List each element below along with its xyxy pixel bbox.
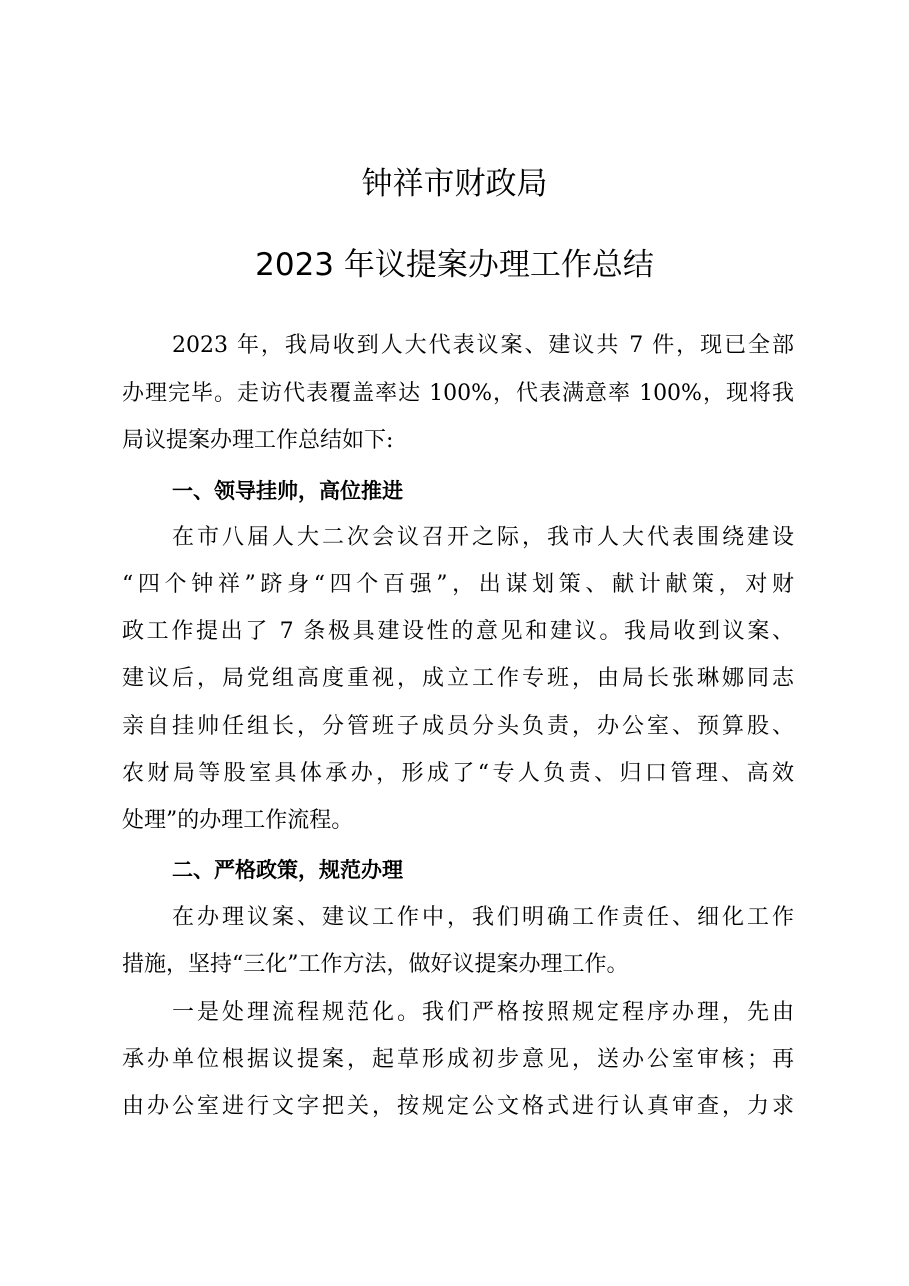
section-1-line-2: “四个钟祥”跻身“四个百强”，出谋划策、献计献策，对财 — [122, 572, 794, 597]
section-2-para-2-line-1: 一是处理流程规范化。我们严格按照规定程序办理，先由 — [172, 1000, 794, 1025]
section-1-line-3: 政工作提出了 7 条极具建设性的意见和建议。我局收到议案、 — [122, 619, 794, 644]
intro-line-1: 2023 年，我局收到人大代表议案、建议共 7 件，现已全部 — [172, 333, 794, 358]
section-1-heading: 一、领导挂帅，高位推进 — [172, 479, 403, 503]
section-2-para-1-line-2: 措施，坚持“三化”工作方法，做好议提案办理工作。 — [122, 952, 629, 977]
section-2-heading: 二、严格政策，规范办理 — [172, 858, 403, 882]
section-1-line-6: 农财局等股室具体承办，形成了“专人负责、归口管理、高效 — [122, 761, 794, 786]
section-1-line-5: 亲自挂帅任组长，分管班子成员分头负责，办公室、预算股、 — [122, 714, 794, 739]
section-2-para-2-line-2: 承办单位根据议提案，起草形成初步意见，送办公室审核；再 — [122, 1047, 794, 1072]
section-1-line-1: 在市八届人大二次会议召开之际，我市人大代表围绕建设 — [172, 525, 794, 550]
intro-line-2: 办理完毕。走访代表覆盖率达 100%，代表满意率 100%，现将我 — [122, 381, 794, 406]
section-2-para-1-line-1: 在办理议案、建议工作中，我们明确工作责任、细化工作 — [172, 905, 794, 930]
document-title-main: 2023 年议提案办理工作总结 — [255, 247, 654, 283]
section-1-line-4: 建议后，局党组高度重视，成立工作专班，由局长张琳娜同志 — [122, 666, 794, 691]
document-title-org: 钟祥市财政局 — [361, 166, 548, 202]
section-1-line-7: 处理”的办理工作流程。 — [122, 808, 354, 833]
section-2-para-2-line-3: 由办公室进行文字把关，按规定公文格式进行认真审查，力求 — [122, 1094, 794, 1119]
intro-line-3: 局议提案办理工作总结如下: — [122, 428, 394, 453]
